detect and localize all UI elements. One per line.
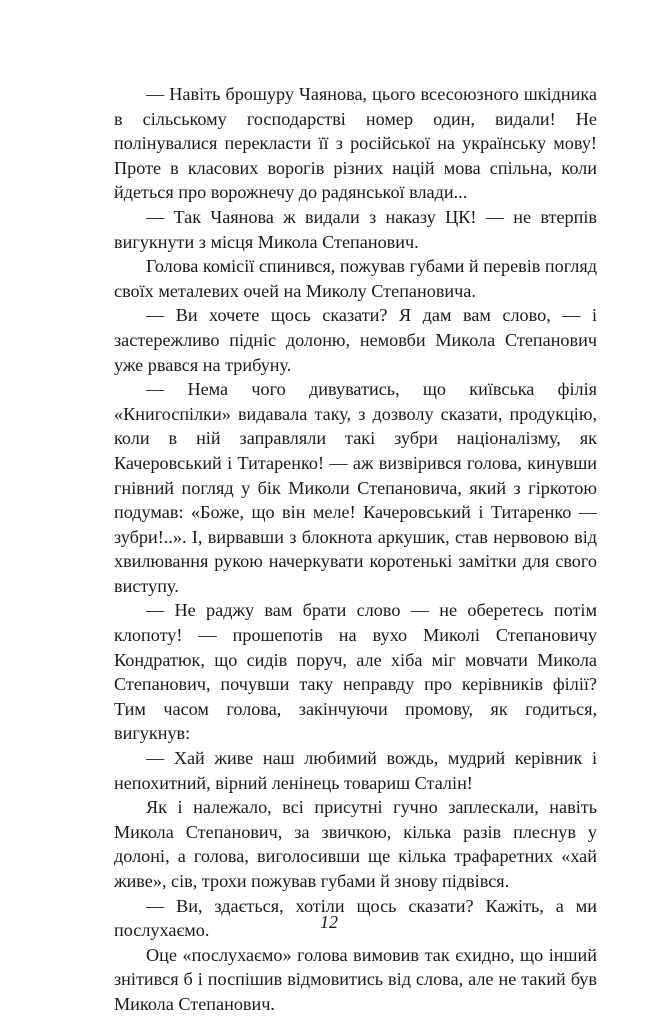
paragraph: — Так Чаянова ж видали з наказу ЦК! — не втерпів вигукнути з місця Микола Степанович. bbox=[114, 206, 597, 252]
paragraph: — Навіть брошуру Чаянова, цього всесоюзного шкідника в сільському господарстві номер один, видали! Не полінувалися перекласти її з російської на українську мову! Проте в класових ворогів різних націй мова спільна, коли йдеться про ворожнечу до радянської влади... bbox=[114, 84, 597, 203]
paragraph: — Ви хочете щось сказати? Я дам вам слово, — і застережливо підніс долоню, немовби Микола Степанович уже рвався на трибуну. bbox=[114, 305, 597, 375]
paragraph: — Не раджу вам брати слово — не оберетесь потім клопоту! — прошепотів на вухо Миколі Степановичу Кондратюк, що сидів поруч, але хіба міг мовчати Микола Степанович, почувши таку неправду про керівників філії? Тим часом голова, закінчуючи промову, як годиться, вигукнув: bbox=[114, 600, 597, 744]
paragraph: — Ви, здається, хотіли щось сказати? Кажіть, а ми послухаємо. bbox=[114, 895, 597, 941]
paragraph: — Нема чого дивуватись, що київська філія «Книгоспілки» видавала таку, з дозволу сказати, продукцію, коли в ній заправляли такі зубри націоналізму, як Качеровський і Титаренко! — аж визвірився голова, кинувши гнівний погляд у бік Миколи Степановича, який з гіркотою подумав: «Боже, що він меле! Качеровський і Титаренко — зубри!..». І, вирвавши з блокнота аркушик, став нервовою від хвилювання рукою начеркувати коротенькі замітки для свого виступу. bbox=[114, 379, 597, 596]
paragraph: — Хай живе наш любимий вождь, мудрий керівник і непохитний, вірний ленінець товариш Сталін! bbox=[114, 748, 597, 793]
page-body bbox=[114, 82, 597, 1017]
page-number: 12 bbox=[320, 912, 338, 932]
paragraph: Як і належало, всі присутні гучно заплескали, навіть Микола Степанович, за звичкою, кілька разів плеснув у долоні, а голова, виголосивши ще кілька трафаретних «хай живе», сів, трохи пожував губами й знову підвівся. bbox=[114, 797, 597, 891]
paragraph: Оце «послухаємо» голова вимовив так єхидно, що інший знітився б і поспішив відмовитись від слова, але не такий був Микола Степанович. bbox=[114, 944, 597, 1014]
paragraph: Голова комісії спинився, пожував губами й перевів погляд своїх металевих очей на Миколу Степановича. bbox=[114, 256, 597, 301]
